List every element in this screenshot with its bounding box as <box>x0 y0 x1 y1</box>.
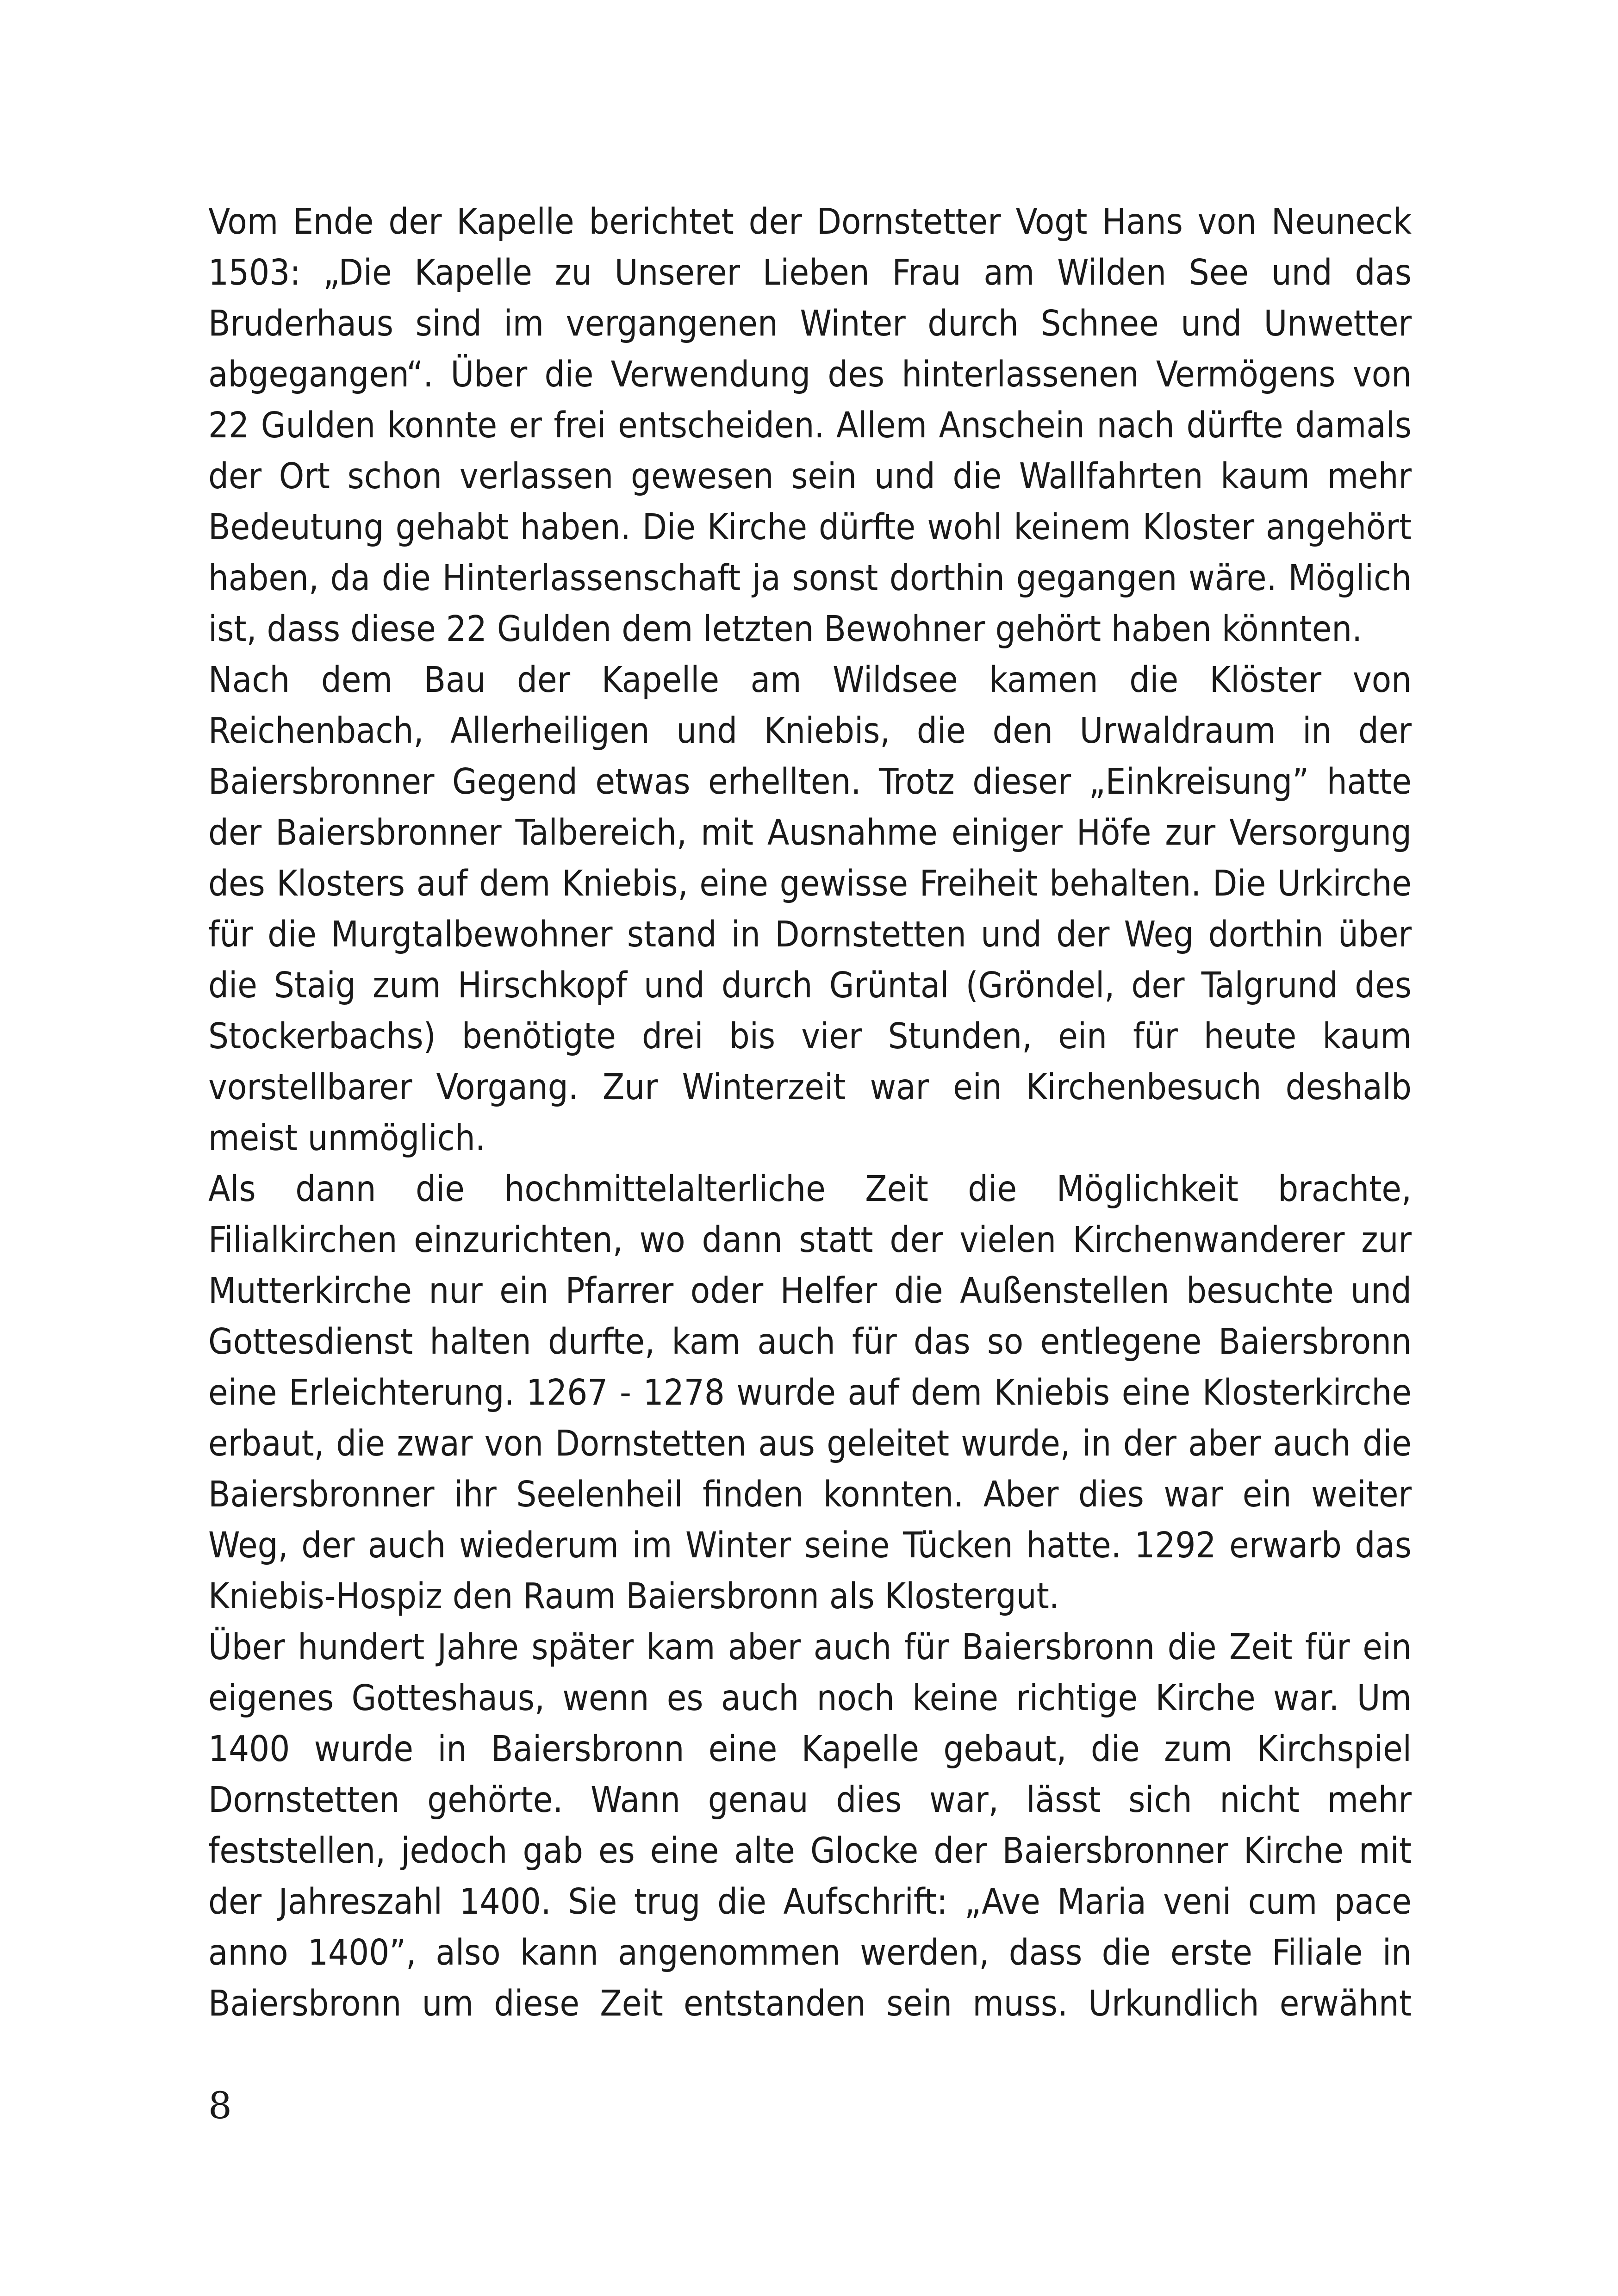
text-line: Reichenbach, Allerheiligen und Kniebis, die den Urwaldraum in der <box>208 710 1412 752</box>
text-line: 22 Gulden konnte er frei entscheiden. Allem Anschein nach dürfte damals <box>208 405 1412 446</box>
text-line: eigenes Gotteshaus, wenn es auch noch keine richtige Kirche war. Um <box>208 1678 1412 1719</box>
text-line: die Staig zum Hirschkopf und durch Grüntal (Gröndel, der Talgrund des <box>208 965 1412 1006</box>
text-line: Weg, der auch wiederum im Winter seine Tücken hatte. 1292 erwarb das <box>208 1525 1412 1566</box>
text-line: abgegangen“. Über die Verwendung des hinterlassenen Vermögens von <box>208 354 1412 395</box>
text-line: Über hundert Jahre später kam aber auch für Baiersbronn die Zeit für ein <box>208 1627 1412 1668</box>
text-line: feststellen, jedoch gab es eine alte Glocke der Baiersbronner Kirche mit <box>208 1830 1412 1872</box>
text-line: haben, da die Hinterlassenschaft ja sonst dorthin gegangen wäre. Möglich <box>208 558 1412 599</box>
text-line: der Jahreszahl 1400. Sie trug die Aufschrift: „Ave Maria veni cum pace <box>208 1881 1412 1923</box>
text-line: Stockerbachs) benötigte drei bis vier Stunden, ein für heute kaum <box>208 1016 1412 1057</box>
text-line: Baiersbronner Gegend etwas erhellten. Trotz dieser „Einkreisung” hatte <box>208 761 1412 803</box>
text-line: Als dann die hochmittelalterliche Zeit die Möglichkeit brachte, <box>208 1169 1412 1210</box>
text-line: Bruderhaus sind im vergangenen Winter durch Schnee und Unwetter <box>208 303 1412 344</box>
text-line: anno 1400”, also kann angenommen werden, dass die erste Filiale in <box>208 1932 1412 1973</box>
text-line: Dornstetten gehörte. Wann genau dies war, lässt sich nicht mehr <box>208 1780 1412 1821</box>
text-line: Bedeutung gehabt haben. Die Kirche dürfte wohl keinem Kloster angehört <box>208 507 1412 548</box>
text-line: Kniebis-Hospiz den Raum Baiersbronn als Klostergut. <box>208 1576 1059 1617</box>
text-line: der Ort schon verlassen gewesen sein und die Wallfahrten kaum mehr <box>208 456 1412 497</box>
text-line: ist, dass diese 22 Gulden dem letzten Bewohner gehört haben könnten. <box>208 609 1363 650</box>
text-line: für die Murgtalbewohner stand in Dornstetten und der Weg dorthin über <box>208 914 1412 955</box>
text-line: Mutterkirche nur ein Pfarrer oder Helfer die Außenstellen besuchte und <box>208 1270 1412 1312</box>
text-line: Nach dem Bau der Kapelle am Wildsee kamen die Klöster von <box>208 660 1412 701</box>
text-line: Gottesdienst halten durfte, kam auch für das so entlegene Baiersbronn <box>208 1321 1412 1363</box>
page-number: 8 <box>208 2084 232 2127</box>
text-line: eine Erleichterung. 1267 - 1278 wurde auf dem Kniebis eine Klosterkirche <box>208 1372 1412 1413</box>
text-line: Vom Ende der Kapelle berichtet der Dornstetter Vogt Hans von Neuneck <box>208 201 1412 243</box>
text-line: 1400 wurde in Baiersbronn eine Kapelle gebaut, die zum Kirchspiel <box>208 1729 1412 1770</box>
text-line: 1503: „Die Kapelle zu Unserer Lieben Frau am Wilden See und das <box>208 252 1412 293</box>
text-line: Filialkirchen einzurichten, wo dann statt der vielen Kirchenwanderer zur <box>208 1220 1412 1261</box>
text-line: des Klosters auf dem Kniebis, eine gewisse Freiheit behalten. Die Urkirche <box>208 863 1412 904</box>
text-line: erbaut, die zwar von Dornstetten aus geleitet wurde, in der aber auch die <box>208 1423 1412 1464</box>
text-line: der Baiersbronner Talbereich, mit Ausnahme einiger Höfe zur Versorgung <box>208 812 1412 853</box>
text-line: Baiersbronn um diese Zeit entstanden sein muss. Urkundlich erwähnt <box>208 1983 1412 2024</box>
text-line: meist unmöglich. <box>208 1118 485 1159</box>
body-text <box>208 197 1412 2029</box>
text-line: vorstellbarer Vorgang. Zur Winterzeit war ein Kirchenbesuch deshalb <box>208 1067 1412 1108</box>
text-line: Baiersbronner ihr Seelenheil finden konnten. Aber dies war ein weiter <box>208 1474 1412 1515</box>
